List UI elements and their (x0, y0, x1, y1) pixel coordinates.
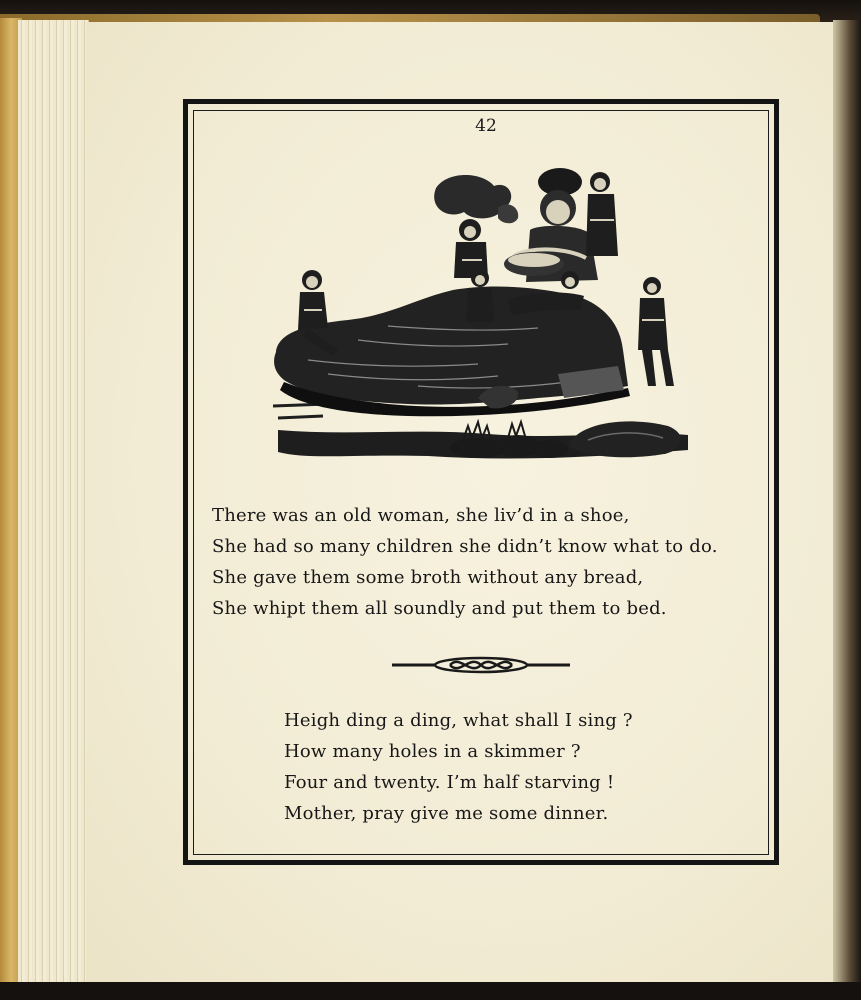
verse-line: There was an old woman, she liv’d in a shoe, (212, 505, 630, 526)
verse-line: Four and twenty. I’m half starving ! (284, 772, 615, 793)
verse-line: She had so many children she didn’t know what to do. (212, 536, 718, 557)
nursery-rhyme-old-woman (212, 500, 718, 624)
ornamental-divider (390, 652, 572, 678)
page-shadow (833, 20, 861, 988)
nursery-rhyme-heigh-ding (284, 705, 633, 829)
verse-line: How many holes in a skimmer ? (284, 741, 581, 762)
page-edges (18, 20, 89, 986)
verse-line: Mother, pray give me some dinner. (284, 803, 609, 824)
verse-line: She gave them some broth without any bread, (212, 567, 644, 588)
book-bottom-edge (0, 982, 861, 1000)
verse-line: She whipt them all soundly and put them to bed. (212, 598, 667, 619)
page-number: 42 (475, 116, 497, 136)
verse-line: Heigh ding a ding, what shall I sing ? (284, 710, 633, 731)
woodcut-illustration (268, 160, 698, 480)
